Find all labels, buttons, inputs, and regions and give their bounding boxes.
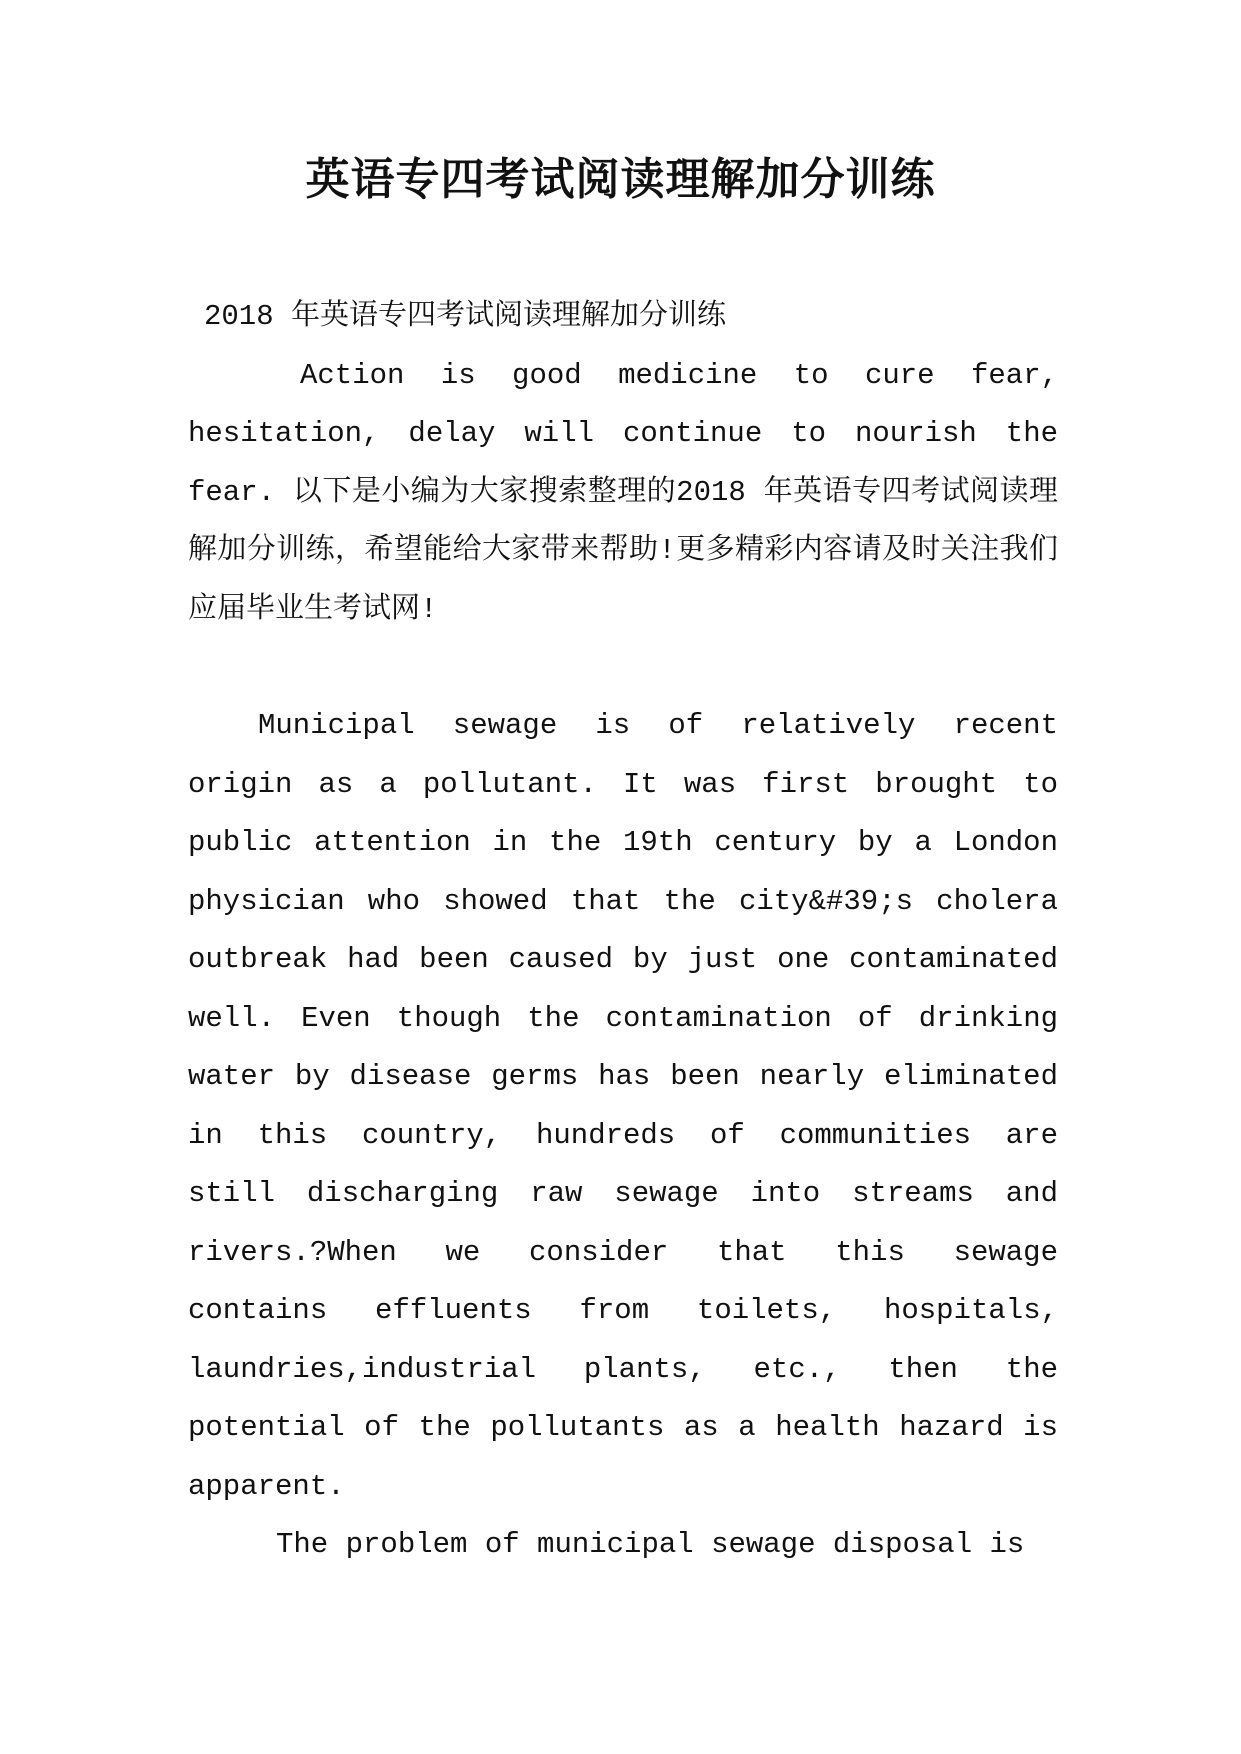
passage-paragraph-1: Municipal sewage is of relatively recent origin as a pollutant. It was first brought to public attention in the 19th century by a London physician who showed that the city&#39;s cholera outbreak had been caused by just one contaminated well. Even though the contamination of drinking water by disease germs has been nearly eliminated in this country, hundreds of communities are still discharging raw sewage into streams and rivers.?When we consider that this sewage contains effluents from toilets, hospitals, laundries,industrial plants, etc., then the potential of the pollutants as a health hazard is apparent. [188, 709, 1058, 1503]
passage-paragraph-2: The problem of municipal sewage disposal is [276, 1528, 1025, 1561]
document-title: 英语专四考试阅读理解加分训练 [305, 154, 936, 205]
document-body [188, 288, 1058, 1575]
document-subtitle: 2018 年英语专四考试阅读理解加分训练 [204, 300, 727, 333]
paragraph-spacer [188, 639, 1058, 697]
intro-paragraph: Action is good medicine to cure fear, hesitation, delay will continue to nourish the fear. 以下是小编为大家搜索整理的2018 年英语专四考试阅读理解加分训练，希望能给大家带来帮助!更多精彩内容请及时关注我们应届毕业生考试网! [188, 358, 1058, 626]
